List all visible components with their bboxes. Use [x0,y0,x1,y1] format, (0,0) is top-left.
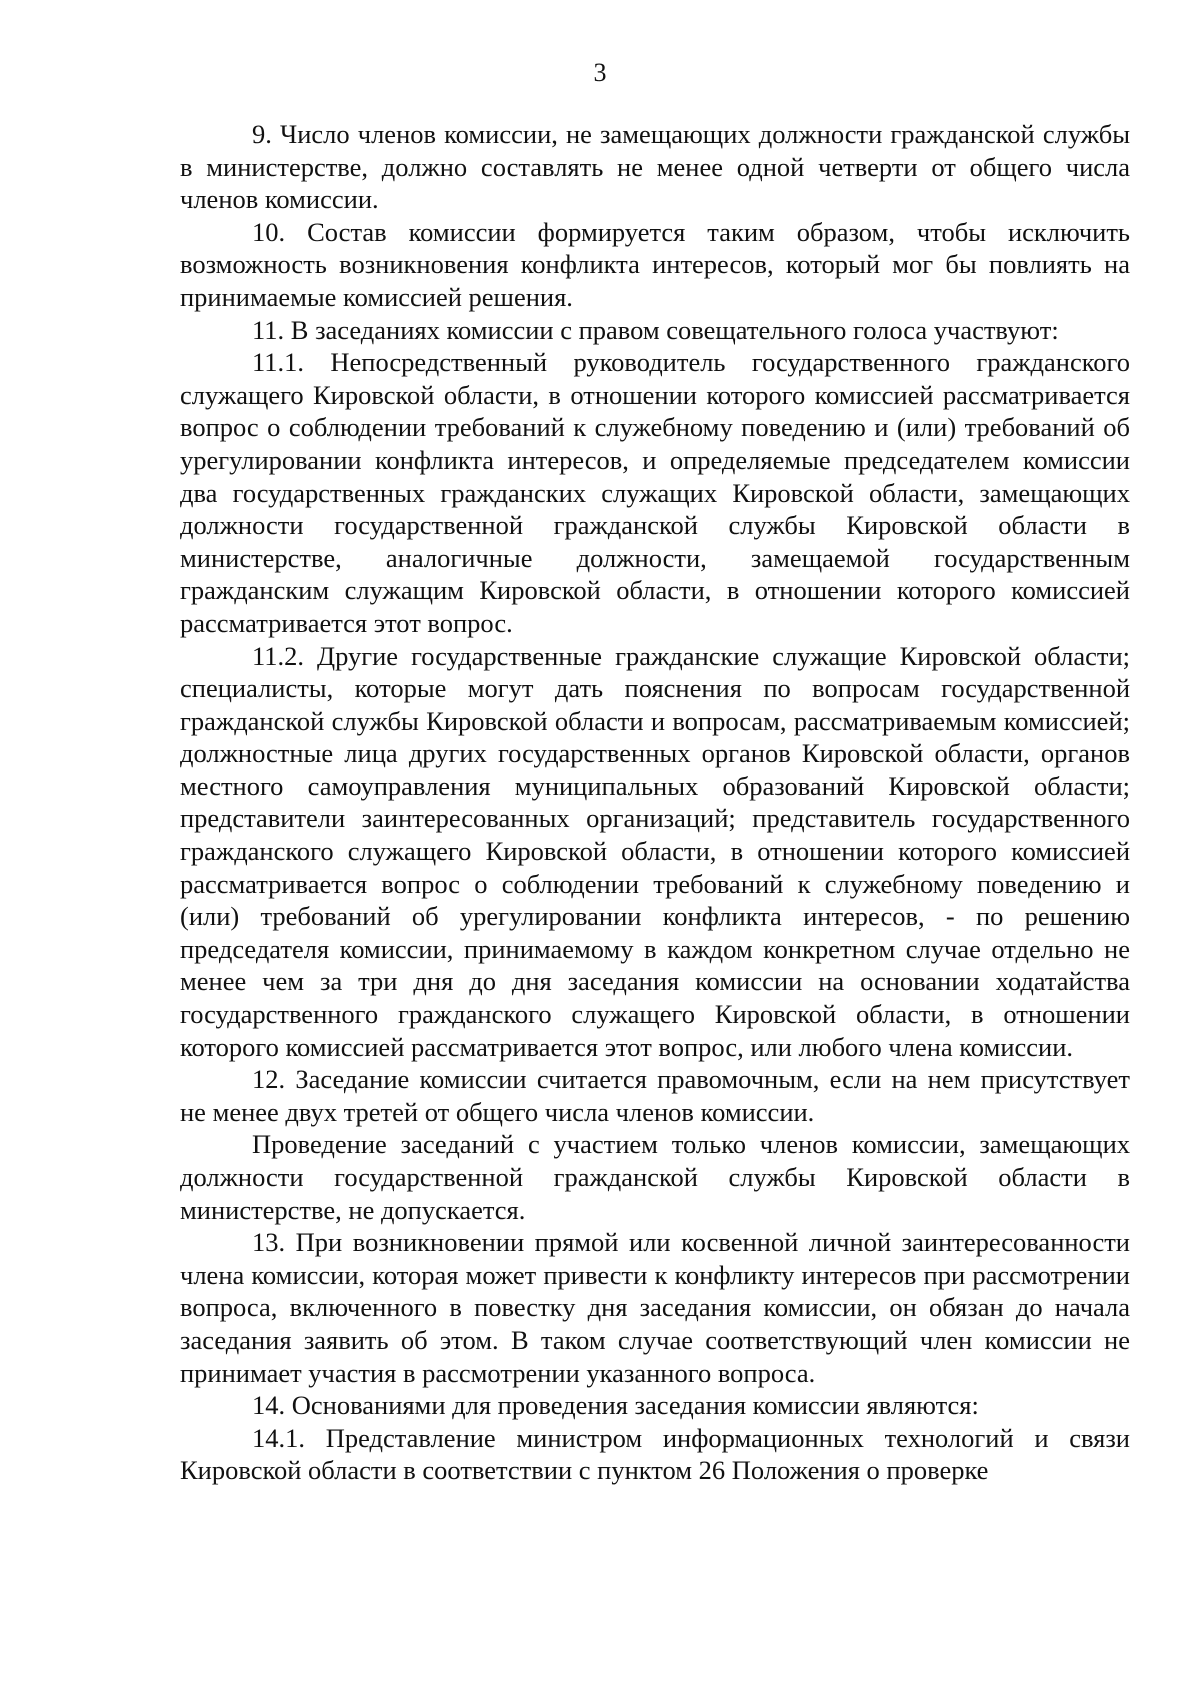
paragraph-12-continued: Проведение заседаний с участием только членов комиссии, замещающих должности государственной гражданской службы Кировской области в министерстве, не допускается. [180,1129,1130,1225]
paragraph-10: 10. Состав комиссии формируется таким образом, чтобы исключить возможность возникновения конфликта интересов, который мог бы повлиять на принимаемые комиссией решения. [180,216,1130,312]
paragraph-11: 11. В заседаниях комиссии с правом совещательного голоса участвуют: [252,314,1059,345]
document-body [180,118,1130,1487]
paragraph-9: 9. Число членов комиссии, не замещающих должности гражданской службы в министерстве, должно составлять не менее одной четверти от общего числа членов комиссии. [180,119,1130,215]
paragraph-14-1: 14.1. Представление министром информационных технологий и связи Кировской области в соответствии с пунктом 26 Положения о проверке [180,1422,1130,1486]
page-number: 3 [593,58,607,87]
paragraph-11-2: 11.2. Другие государственные гражданские служащие Кировской области; специалисты, которые могут дать пояснения по вопросам государственной гражданской службы Кировской области и вопросам, рассматриваемым комиссией; должностные лица других государственных органов Кировской области, органов местного самоуправления муниципальных образований Кировской области; представители заинтересованных организаций; представитель государственного гражданского служащего Кировской области, в отношении которого комиссией рассматривается вопрос о соблюдении требований к служебному поведению и (или) требований об урегулировании конфликта интересов, - по решению председателя комиссии, принимаемому в каждом конкретном случае отдельно не менее чем за три дня до дня заседания комиссии на основании ходатайства государственного гражданского служащего Кировской области, в отношении которого комиссией рассматривается этот вопрос, или любого члена комиссии. [180,640,1130,1062]
paragraph-14: 14. Основаниями для проведения заседания комиссии являются: [252,1390,979,1421]
paragraph-12: 12. Заседание комиссии считается правомочным, если на нем присутствует не менее двух третей от общего числа членов комиссии. [180,1064,1130,1127]
paragraph-13: 13. При возникновении прямой или косвенной личной заинтересованности члена комиссии, которая может привести к конфликту интересов при рассмотрении вопроса, включенного в повестку дня заседания комиссии, он обязан до начала заседания заявить об этом. В таком случае соответствующий член комиссии не принимает участия в рассмотрении указанного вопроса. [180,1227,1130,1388]
paragraph-11-1: 11.1. Непосредственный руководитель государственного гражданского служащего Кировской области, в отношении которого комиссией рассматривается вопрос о соблюдении требований к служебному поведению и (или) требований об урегулировании конфликта интересов, и определяемые председателем комиссии два государственных гражданских служащих Кировской области, замещающих должности государственной гражданской службы Кировской области в министерстве, аналогичные должности, замещаемой государственным гражданским служащим Кировской области, в отношении которого комиссией рассматривается этот вопрос. [180,347,1130,638]
